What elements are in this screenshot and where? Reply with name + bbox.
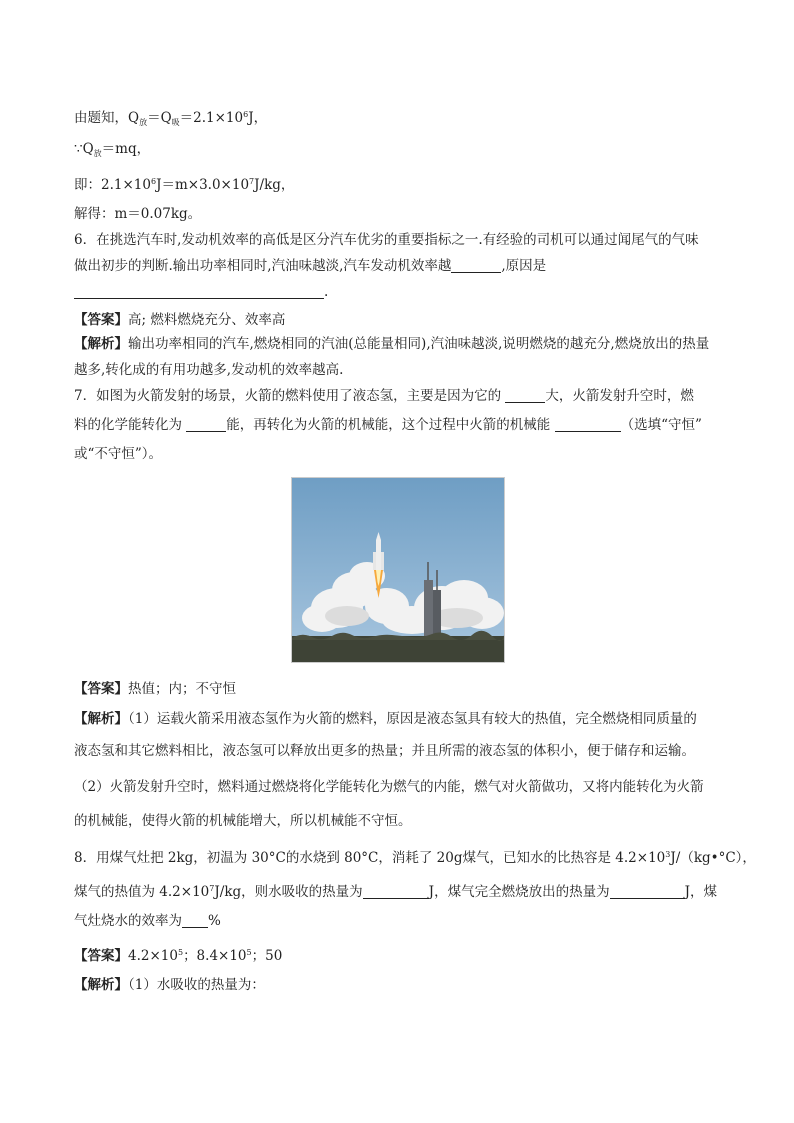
answer-blank <box>555 417 621 432</box>
answer-blank <box>505 388 545 403</box>
solution-line-4: 解得：m＝0.07kg。 <box>74 206 202 222</box>
answer-blank <box>182 913 208 928</box>
solution-line-2: $\because Q_放=mq$， <box>74 141 151 158</box>
question-6-analysis-line-1: 【解析】输出功率相同的汽车,燃烧相同的汽油(总能量相同),汽油味越淡,说明燃烧的越充分,燃烧放出的热量 <box>74 336 710 352</box>
answer-blank <box>74 284 324 299</box>
question-7-analysis-line-3: （2）火箭发射升空时，燃料通过燃烧将化学能转化为燃气的内能，燃气对火箭做功，又将内能转化为火箭 <box>74 779 704 795</box>
question-7-line-3: 或“不守恒”）。 <box>74 446 163 462</box>
rocket-launch-photo <box>291 477 505 663</box>
answer-blank <box>610 884 685 899</box>
question-6-analysis-line-2: 越多,转化成的有用功越多,发动机的效率越高. <box>74 362 344 378</box>
solution-line-1: 由题知，$Q_放=Q_吸=2.1\times 10^6J$， <box>74 110 268 127</box>
solution-line-3: 即：$2.1\times 10^6J=m\times 3.0\times 10^7J/kg$， <box>74 177 295 193</box>
question-6-line-2: 做出初步的判断.输出功率相同时,汽油味越淡,汽车发动机效率越 ,原因是 <box>74 258 547 274</box>
question-8-line-3: 气灶烧水的效率为 % <box>74 913 221 929</box>
question-6-answer: 【答案】高; 燃料燃烧充分、效率高 <box>74 312 286 328</box>
question-7-analysis-line-1: 【解析】（1）运载火箭采用液态氢作为火箭的燃料，原因是液态氢具有较大的热值，完全燃烧相同质量的 <box>74 711 697 727</box>
question-8-line-2: 煤气的热值为 $4.2\times 10^7J/kg$，则水吸收的热量为 J，煤气完全燃烧放出的热量为 J，煤 <box>74 884 717 900</box>
question-7-line-2: 料的化学能转化为 能，再转化为火箭的机械能，这个过程中火箭的机械能 （选填“守恒” <box>74 417 702 433</box>
question-8-analysis-line-1: 【解析】（1）水吸收的热量为： <box>74 977 265 993</box>
answer-blank <box>363 884 429 899</box>
question-7-line-1: 7．如图为火箭发射的场景，火箭的燃料使用了液态氢，主要是因为它的 大，火箭发射升空时，燃 <box>74 388 694 404</box>
question-7-analysis-line-4: 的机械能，使得火箭的机械能增大，所以机械能不守恒。 <box>74 813 412 829</box>
question-8-line-1: 8．用煤气灶把 2kg，初温为 30°C的水烧到 80°C，消耗了 20g煤气，已知水的比热容是 $4.2\times 10^3J/(kg•^\circ C)$， <box>74 850 756 866</box>
question-6-line-3: . <box>74 282 328 302</box>
question-6-line-1: 6．在挑选汽车时,发动机效率的高低是区分汽车优劣的重要指标之一.有经验的司机可以通过闻尾气的气味 <box>74 232 699 248</box>
answer-blank <box>451 258 501 273</box>
answer-blank <box>186 417 226 432</box>
rocket-launch-icon <box>292 478 504 662</box>
question-8-answer: 【答案】$4.2\times 10^5$；$8.4\times 10^5$；50 <box>74 948 283 964</box>
question-7-answer: 【答案】热值；内；不守恒 <box>74 681 236 697</box>
question-7-analysis-line-2: 液态氢和其它燃料相比，液态氢可以释放出更多的热量；并且所需的液态氢的体积小，便于储存和运输。 <box>74 743 695 759</box>
